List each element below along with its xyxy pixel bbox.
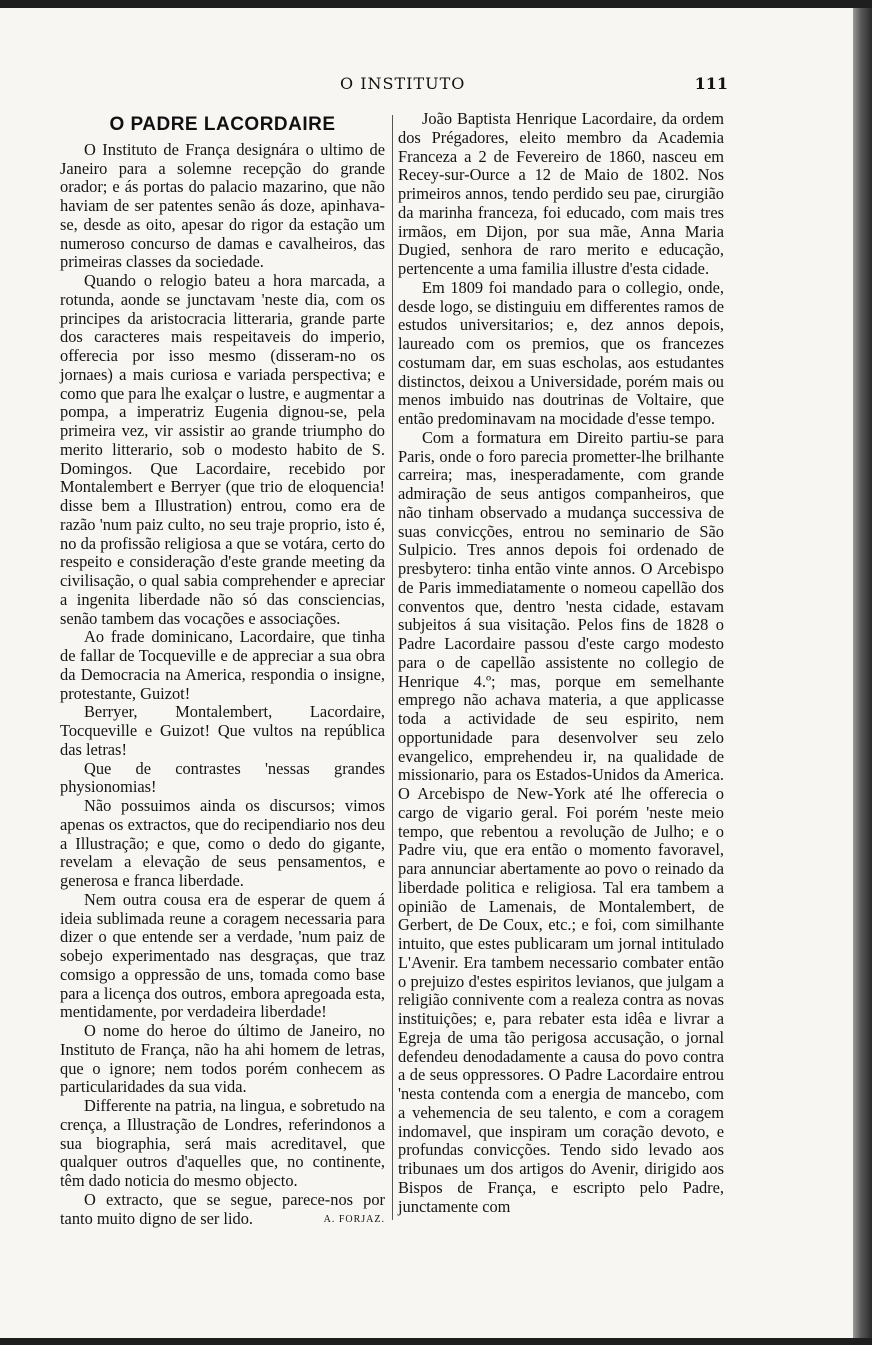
column-divider (392, 115, 393, 1220)
paragraph: Nem outra cousa era de esperar de quem á ideia sublimada reune a coragem necessaria para dizer o que entende ser a verdade, 'num paiz de sobejo experimentado nas desgraças, que traz comsigo a oppressão de uns, tomada como base para a licença dos outros, embora apregoada esta, mentidamente, por verdadeira liberdade! (60, 889, 385, 1022)
right-column (398, 110, 724, 1216)
left-column (60, 110, 385, 1230)
paragraph: O nome do heroe do último de Janeiro, no Instituto de França, não ha ahi homem de letras, que o ignore; nem todos porém conhecem as particularidades da sua vida. (60, 1021, 385, 1097)
signature: A. FORJAZ. (323, 1214, 385, 1226)
paragraph: Ao frade dominicano, Lacordaire, que tinha de fallar de Tocqueville e de appreciar a sua obra da Democracia na America, respondia o insigne, protestante, Guizot! (60, 627, 385, 703)
paragraph: Não possuimos ainda os discursos; vimos apenas os extractos, que do recipendiario nos deu a Illustração; e que, como o dedo do gigante, revelam a elevação de seus pensamentos, e generosa e franca liberdade. (60, 796, 385, 890)
page-header (60, 70, 730, 96)
paragraph: O extracto, que se segue, parece-nos por tanto muito digno de ser lido. (60, 1189, 385, 1228)
page-number: 111 (694, 74, 728, 93)
paragraph: Com a formatura em Direito partiu-se para Paris, onde o foro parecia prometter-lhe brilhante carreira; mas, inesperadamente, com grande admiração de seus antigos companheiros, que não tinham observado a mudança successiva de suas convicções, entrou no seminario de São Sulpicio. Tres annos depois foi ordenado de presbytero: tinha então vinte annos. O Arcebispo de Paris immediatamente o nomeou capellão dos conventos que, dentro 'nesta cidade, estavam subjeitos á sua visitação. Pelos fins de 1828 o Padre Lacordaire passou d'este cargo modesto para o de capellão assistente no collegio de Henrique 4.º; mas, porque em semelhante emprego não achava materia, a que applicasse toda a actividade de seu espirito, nem opportunidade para desenvolver seu zelo evangelico, emprehendeu ir, na qualidade de missionario, para os Estados-Unidos da America. O Arcebispo de New-York até lhe offerecia o cargo de vigario geral. Foi porém 'neste meio tempo, que rebentou a revolução de Julho; e o Padre viu, que era então o momento favoravel, para annunciar abertamente ao povo o reinado da liberdade politica e religiosa. Tal era tambem a opinião de Lamenais, de Montalembert, de Gerbert, de De Coux, etc.; e foi, com similhante intuito, que estes publicaram um jornal intitulado L'Avenir. Era tambem necessario combater então o prejuizo d'estes espiritos levianos, que julgam a religião connivente com a realeza contra as novas instituições; e, para rebater esta idêa e livrar a Egreja de uma tão perigosa accusação, o jornal defendeu denodadamente a causa do povo contra a de seus oppressores. O Padre Lacordaire entrou 'nesta contenda com a energia de mancebo, com a vehemencia de seu talento, e com a coragem indomavel, que inspiram um coração devoto, e profundas convicções. Tendo sido levado aos tribunaes um dos artigos do Avenir, dirigido aos Bispos de França, e escripto pelo Padre, junctamente com (398, 427, 724, 1216)
paragraph: Differente na patria, na lingua, e sobretudo na crença, a Illustração de Londres, referindonos a sua biographia, será mais acreditavel, que qualquer outros d'aquelles que, no continente, têm dado noticia do mesmo objecto. (60, 1096, 385, 1190)
running-title: O INSTITUTO (340, 74, 466, 93)
paragraph: Berryer, Montalembert, Lacordaire, Tocqueville e Guizot! Que vultos na república das letras! (60, 702, 385, 759)
article-title: O PADRE LACORDAIRE (109, 114, 336, 135)
paragraph: O Instituto de França designára o ultimo de Janeiro para a solemne recepção do grande orador; e ás portas do palacio mazarino, que não haviam de ser patentes senão ás doze, apinhava-se, desde as oito, apesar do rigor da estação um numeroso concurso de damas e cavalheiros, das primeiras classes da sociedade. (60, 139, 385, 272)
paragraph: Em 1809 foi mandado para o collegio, onde, desde logo, se distinguiu em differentes ramos de estudos universitarios; e, dez annos depois, laureado com os premios, que os francezes costumam dar, em suas escholas, aos estudantes distinctos, deixou a Universidade, porém mais ou menos imbuido nas doutrinas de Voltaire, que então predominavam na mocidade d'esse tempo. (398, 277, 724, 428)
paragraph: Quando o relogio bateu a hora marcada, a rotunda, aonde se junctavam 'neste dia, com os principes da aristocracia litteraria, grande parte dos caracteres mais respeitaveis do imperio, offerecia por isso mesmo (disseram-no os jornaes) a mais curiosa e variada perspectiva; e como que para lhe exalçar o lustre, e augmentar a pompa, a imperatriz Eugenia dignou-se, pela primeira vez, vir assistir ao grande triumpho do merito litterario, sob o modesto habito de S. Domingos. Que Lacordaire, recebido por Montalembert e Berryer (que trio de eloquencia! disse bem a Illustration) entrou, como era de razão 'num paiz culto, no seu traje proprio, isto é, no da profissão religiosa a que se votára, certo do respeito e consideração d'este grande meeting da civilisação, o qual sabia comprehender e apreciar a ingenita liberdade não só das consciencias, senão tambem das vocações e associações. (60, 271, 385, 628)
paragraph: Que de contrastes 'nessas grandes physionomias! (60, 758, 385, 797)
paragraph: João Baptista Henrique Lacordaire, da ordem dos Prégadores, eleito membro da Academia Franceza a 2 de Fevereiro de 1860, nasceu em Recey-sur-Ource a 12 de Maio de 1802. Nos primeiros annos, tendo perdido seu pae, cirurgião da marinha franceza, foi educado, com mais tres irmãos, em Dijon, por sua mãe, Anna Maria Dugied, senhora de raro merito e educação, pertencente a uma familia illustre d'esta cidade. (398, 109, 724, 278)
page-edge (853, 8, 872, 1338)
